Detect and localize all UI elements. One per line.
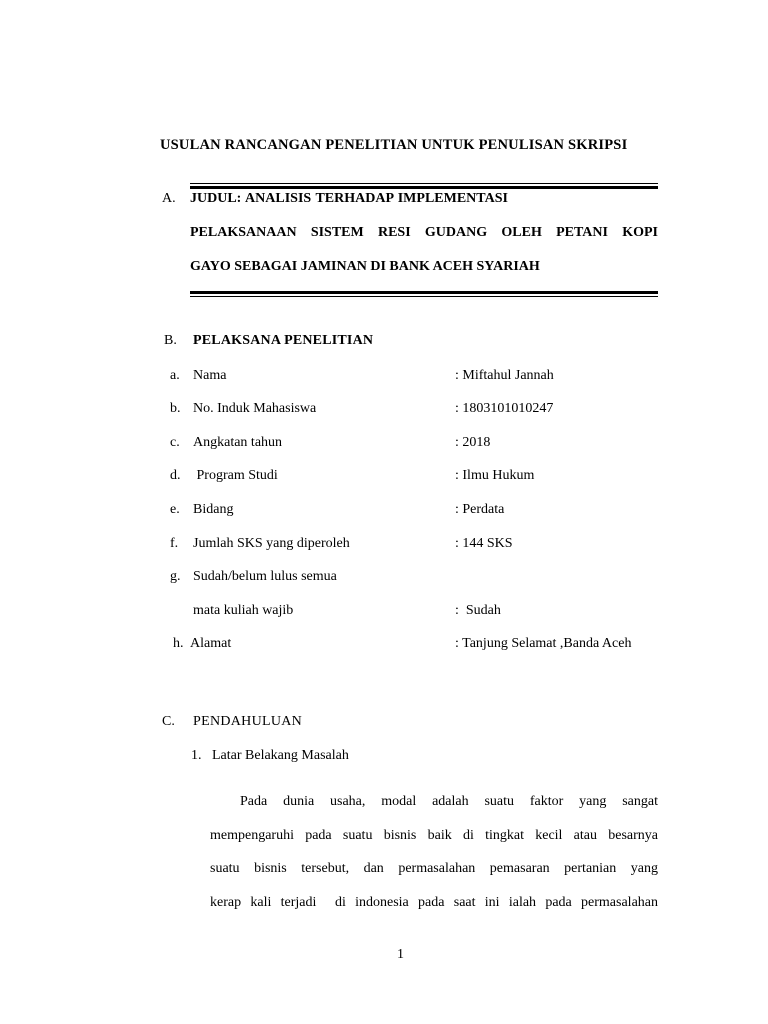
paragraph-line-2: mempengaruhi pada suatu bisnis baik di tingkat kecil atau besarnya (210, 828, 658, 843)
document-title: USULAN RANCANGAN PENELITIAN UNTUK PENULISAN SKRIPSI (160, 137, 628, 153)
top-rule-thin (190, 183, 658, 184)
row-letter-c: c. (170, 435, 180, 450)
row-value-nim: : 1803101010247 (455, 401, 554, 416)
row-value-mata-kuliah-wajib: : Sudah (455, 603, 501, 618)
section-a-title-line-1: JUDUL: ANALISIS TERHADAP IMPLEMENTASI (190, 191, 508, 206)
row-value-bidang: : Perdata (455, 502, 505, 517)
row-value-angkatan: : 2018 (455, 435, 491, 450)
bottom-rule-thin (190, 296, 658, 297)
section-b-letter: B. (164, 333, 177, 348)
row-letter-f: f. (170, 536, 179, 551)
row-label-nim: No. Induk Mahasiswa (193, 401, 317, 416)
section-a-title-line-2: PELAKSANAAN SISTEM RESI GUDANG OLEH PETANI KOPI (190, 225, 658, 240)
row-label-jumlah-sks: Jumlah SKS yang diperoleh (193, 536, 350, 551)
row-letter-d: d. (170, 468, 181, 483)
row-value-nama: : Miftahul Jannah (455, 368, 554, 383)
row-letter-a: a. (170, 368, 180, 383)
section-b-title: PELAKSANA PENELITIAN (193, 333, 374, 348)
row-label-mata-kuliah-wajib: mata kuliah wajib (193, 603, 294, 618)
row-label-program-studi: Program Studi (193, 468, 278, 483)
paragraph-line-3: suatu bisnis tersebut, dan permasalahan pemasaran pertanian yang (210, 861, 658, 876)
row-letter-g: g. (170, 569, 181, 584)
top-rule-thick (190, 186, 658, 189)
page-number: 1 (397, 947, 404, 962)
paragraph-line-4: kerap kali terjadi di indonesia pada saat ini ialah pada permasalahan (210, 895, 658, 910)
row-label-nama: Nama (193, 368, 227, 383)
row-value-jumlah-sks: : 144 SKS (455, 536, 513, 551)
row-label-angkatan: Angkatan tahun (193, 435, 283, 450)
section-c-title: PENDAHULUAN (193, 714, 303, 729)
row-value-program-studi: : Ilmu Hukum (455, 468, 535, 483)
section-a-title-line-3: GAYO SEBAGAI JAMINAN DI BANK ACEH SYARIAH (190, 259, 540, 274)
row-label-bidang: Bidang (193, 502, 234, 517)
bottom-rule-thick (190, 291, 658, 294)
row-label-lulus-semua: Sudah/belum lulus semua (193, 569, 337, 584)
row-letter-b: b. (170, 401, 181, 416)
row-letter-e: e. (170, 502, 180, 517)
subsection-number: 1. (191, 748, 202, 763)
row-letter-h: h. (173, 636, 184, 651)
paragraph-line-1: Pada dunia usaha, modal adalah suatu faktor yang sangat (240, 794, 658, 809)
section-a-letter: A. (162, 191, 176, 206)
row-value-alamat: : Tanjung Selamat ,Banda Aceh (455, 636, 632, 651)
subsection-title: Latar Belakang Masalah (212, 748, 349, 763)
section-c-letter: C. (162, 714, 175, 729)
row-label-alamat: Alamat (190, 636, 232, 651)
